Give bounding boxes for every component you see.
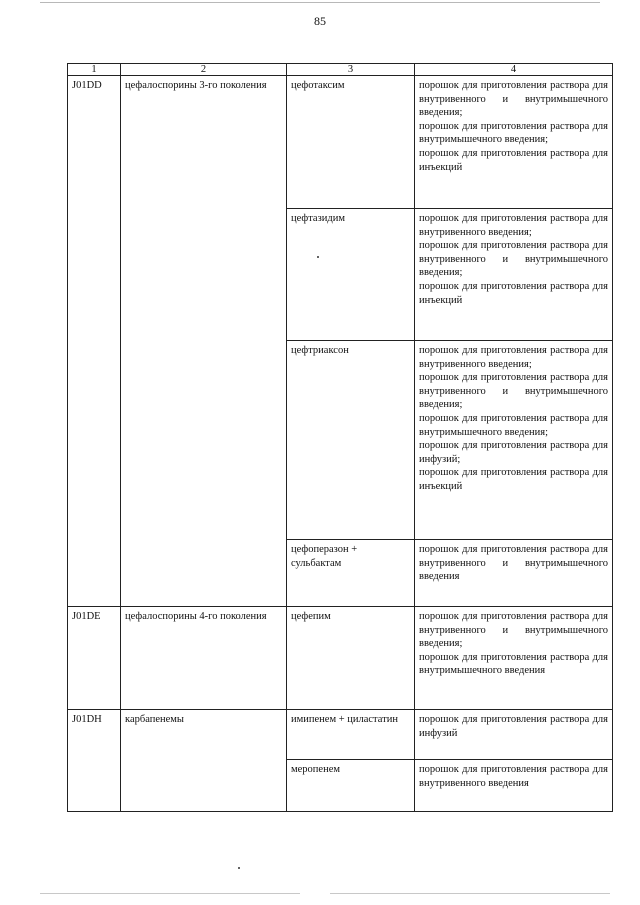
scan-speck: [317, 256, 319, 258]
drug-name-cell: цефтриаксон: [287, 341, 415, 540]
drug-name-cell: цефепим: [287, 607, 415, 710]
column-header-3: 3: [287, 64, 415, 76]
drug-table: [67, 63, 613, 812]
atc-code-cell: J01DH: [68, 710, 121, 812]
dosage-form: порошок для приготовления раствора для внутримышечного введения;: [419, 120, 608, 146]
atc-group-cell: цефалоспорины 3-го поколения: [121, 76, 287, 607]
drug-name-cell: цефотаксим: [287, 76, 415, 209]
dosage-form: порошок для приготовления раствора для внутривенного и внутримышечного введения;: [419, 80, 608, 119]
atc-group-cell: цефалоспорины 4-го поколения: [121, 607, 287, 710]
column-header-2: 2: [121, 64, 287, 76]
atc-code-cell: J01DD: [68, 76, 121, 607]
dosage-forms-cell: [415, 607, 613, 710]
column-header-1: 1: [68, 64, 121, 76]
dosage-form: порошок для приготовления раствора для инфузий: [419, 714, 608, 739]
dosage-forms-cell: [415, 76, 613, 209]
dosage-form: порошок для приготовления раствора для внутривенного введения;: [419, 345, 608, 370]
atc-group-cell: карбапенемы: [121, 710, 287, 812]
table-header-row: [68, 64, 613, 76]
table-row: [68, 76, 613, 209]
column-header-4: 4: [415, 64, 613, 76]
dosage-form: порошок для приготовления раствора для внутривенного введения: [419, 764, 608, 789]
drug-name-cell: цефоперазон + сульбактам: [287, 540, 415, 607]
dosage-form: порошок для приготовления раствора для внутривенного введения;: [419, 213, 608, 238]
bottom-edge-line: [40, 893, 300, 894]
dosage-form: порошок для приготовления раствора для инъекций: [419, 280, 608, 306]
top-edge-line: [40, 2, 600, 3]
dosage-forms-cell: [415, 760, 613, 812]
dosage-forms-cell: [415, 540, 613, 607]
table-row: [68, 607, 613, 710]
dosage-form: порошок для приготовления раствора для внутривенного и внутримышечного введения: [419, 544, 608, 583]
dosage-forms-cell: [415, 209, 613, 341]
dosage-form: порошок для приготовления раствора для внутримышечного введения;: [419, 412, 608, 438]
dosage-forms-cell: [415, 341, 613, 540]
dosage-form: порошок для приготовления раствора для внутривенного и внутримышечного введения;: [419, 372, 608, 411]
dosage-form: порошок для приготовления раствора для инфузий;: [419, 440, 608, 465]
dosage-form: порошок для приготовления раствора для инъекций: [419, 467, 608, 492]
scan-speck: [238, 867, 240, 869]
drug-name-cell: цефтазидим: [287, 209, 415, 341]
dosage-form: порошок для приготовления раствора для внутримышечного введения: [419, 651, 608, 677]
dosage-forms-cell: [415, 710, 613, 760]
atc-code-cell: J01DE: [68, 607, 121, 710]
drug-name-cell: имипенем + циластатин: [287, 710, 415, 760]
drug-name-cell: меропенем: [287, 760, 415, 812]
page-number: 85: [314, 14, 326, 28]
dosage-form: порошок для приготовления раствора для внутривенного и внутримышечного введения;: [419, 240, 608, 279]
dosage-form: порошок для приготовления раствора для внутривенного и внутримышечного введения;: [419, 611, 608, 650]
bottom-edge-line: [330, 893, 610, 894]
dosage-form: порошок для приготовления раствора для инъекций: [419, 147, 608, 173]
table-row: [68, 710, 613, 760]
